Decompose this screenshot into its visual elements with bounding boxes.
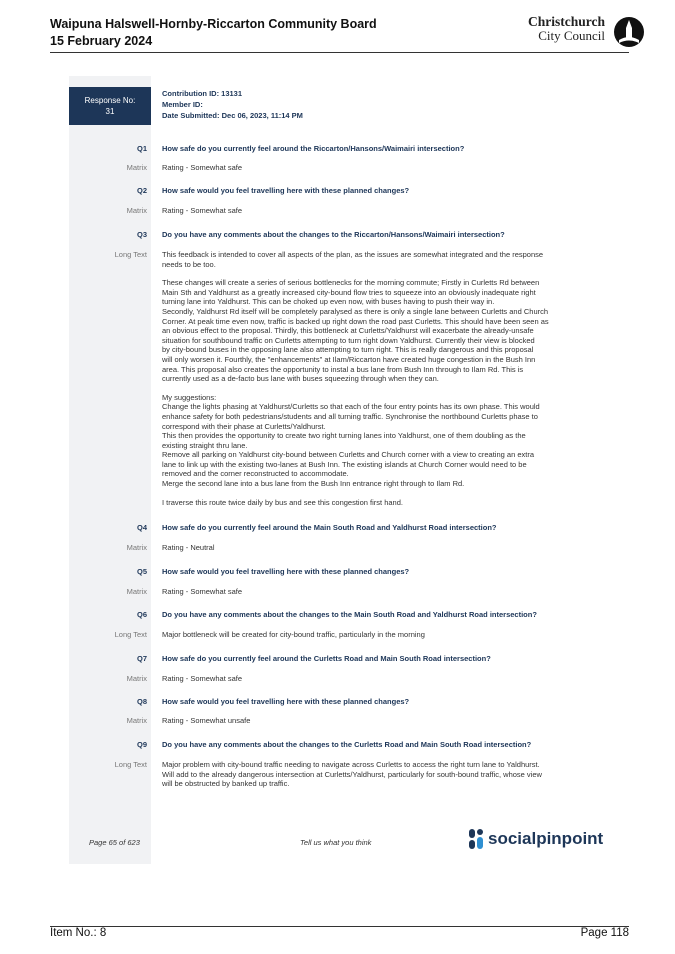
answer-text — [162, 250, 589, 516]
answer-text: Rating - Somewhat safe — [162, 206, 243, 215]
answer-text: Rating - Somewhat unsafe — [162, 716, 251, 725]
answer-type: Matrix — [126, 163, 147, 172]
response-number: 31 — [105, 107, 115, 116]
header-title: Waipuna Halswell-Hornby-Riccarton Community Board — [50, 17, 377, 31]
question-number: Q7 — [136, 654, 147, 663]
answer-text — [162, 760, 589, 798]
answer-type: Matrix — [126, 716, 147, 725]
council-logo — [515, 15, 645, 49]
question-number: Q4 — [136, 523, 147, 532]
question-text: How safe would you feel travelling here with these planned changes? — [162, 697, 410, 706]
answer-text: Rating - Somewhat safe — [162, 163, 243, 172]
response-label: Response No: — [84, 96, 136, 105]
header-date: 15 February 2024 — [50, 34, 153, 48]
question-number: Q9 — [136, 740, 147, 749]
question-number: Q2 — [136, 186, 147, 195]
question-number: Q3 — [136, 230, 147, 239]
logo-line1: Christchurch — [527, 14, 605, 29]
question-number: Q5 — [136, 567, 147, 576]
page-count: Page 65 of 623 — [89, 838, 140, 847]
member-label: Member ID: — [162, 100, 203, 109]
question-text: How safe do you currently feel around the Riccarton/Hansons/Waimairi intersection? — [162, 144, 465, 153]
question-text: How safe would you feel travelling here with these planned changes? — [162, 186, 410, 195]
header-divider — [50, 52, 629, 53]
answer-type: Long Text — [114, 250, 147, 259]
document-header — [50, 16, 377, 50]
christchurch-cathedral-icon — [613, 16, 645, 48]
footer-divider — [50, 926, 629, 927]
logo-line2: City Council — [538, 28, 605, 43]
submission-meta — [162, 88, 303, 121]
question-number: Q6 — [136, 610, 147, 619]
answer-paragraph: Major problem with city-bound traffic needing to navigate across Curletts to access the right turn lane to Yaldhurst. Will add to the already dangerous intersection at Curletts/Yaldhurst, particularly for south-bound traffic, whose view will be obstructed by banked up traffic. — [162, 760, 542, 789]
question-text: Do you have any comments about the changes to the Riccarton/Hansons/Waimairi intersection? — [162, 230, 505, 239]
contribution-id: 13131 — [221, 89, 243, 98]
answer-paragraph: These changes will create a series of serious bottlenecks for the morning commute; Firstly in Curletts Rd between Main Sth and Yaldhurst as a greatly increased city-bound flow tries to squeeze into an obviously inadequate right turning lane into Yaldhurst. This can be choked up even now, with buses having to push their way in. Secondly, Yaldhurst Rd itself will be completely paralysed as there is only a single lane between Curletts and Church Corner. At peak time even now, traffic is backed up right down the road past Curletts. This should have been seen as an obvious effect to the proposal. Thirdly, this bottleneck at Curletts/Yaldhurst will exacerbate the already-unsafe situation for southbound traffic on Curletts attempting to turn right down Yaldhurst. Currently their view is blocked by city-bound buses in the opposing lane also attempting to turn right. This is really dangerous and this proposal will only worsen it. Fourthly, the "enhancements" at Ilam/Riccarton have created huge congestion in the Bush Inn area. This proposal also creates the opportunity to instal a bus lane from Bush Inn through to Ilam Rd. This is currently used as a de-facto bus lane with buses squeezing through when they can. — [162, 278, 549, 384]
question-text: Do you have any comments about the changes to the Curletts Road and Main South Road intersection? — [162, 740, 532, 749]
question-text: How safe do you currently feel around the Curletts Road and Main South Road intersection? — [162, 654, 491, 663]
response-number-badge — [69, 87, 151, 125]
brand-name: socialpinpoint — [488, 829, 604, 848]
footer-tagline: Tell us what you think — [300, 838, 372, 847]
answer-type: Matrix — [126, 543, 147, 552]
date-label: Date Submitted: — [162, 111, 220, 120]
answer-type: Matrix — [126, 674, 147, 683]
answer-type: Matrix — [126, 587, 147, 596]
contribution-label: Contribution ID: — [162, 89, 220, 98]
document-page: Page 118 — [580, 927, 629, 939]
answer-type: Long Text — [114, 760, 147, 769]
answer-paragraph: My suggestions: Change the lights phasing at Yaldhurst/Curletts so that each of the four entry points has its own phase. This would enhance safety for both pedestrians/students and all turning traffic. Synchronise the northbound Curletts phase to correspond with their phase at Curletts/Yaldhurst. This then provides the opportunity to create two right turning lanes into Yaldhurst, one of them doubling as the existing straight thru lane. Remove all parking on Yaldhurst city-bound between Curletts and Church corner with a view to creating an extra lane to link up with the existing two-lanes at Bush Inn. The existing islands at Church Corner would need to be removed and the corner reconstructed to accommodate. Merge the second lane into a bus lane from the Bush Inn entrance right through to Ilam Rd. — [162, 392, 540, 489]
answer-type: Matrix — [126, 206, 147, 215]
answer-paragraph: I traverse this route twice daily by bus and see this congestion first hand. — [162, 497, 403, 507]
answer-paragraph: This feedback is intended to cover all aspects of the plan, as the issues are somewhat integrated and the response needs to be too. — [162, 250, 544, 269]
answer-text: Major bottleneck will be created for city-bound traffic, particularly in the morning — [162, 630, 425, 639]
question-number: Q1 — [136, 144, 147, 153]
question-text: Do you have any comments about the changes to the Main South Road and Yaldhurst Road intersection? — [162, 610, 537, 619]
question-text: How safe do you currently feel around the Main South Road and Yaldhurst Road intersection? — [162, 523, 497, 532]
socialpinpoint-brand — [468, 828, 604, 850]
answer-text: Rating - Somewhat safe — [162, 587, 243, 596]
item-number: Item No.: 8 — [50, 927, 107, 939]
question-number: Q8 — [136, 697, 147, 706]
date-submitted: Dec 06, 2023, 11:14 PM — [221, 111, 303, 120]
answer-text: Rating - Somewhat safe — [162, 674, 243, 683]
answer-type: Long Text — [114, 630, 147, 639]
socialpinpoint-logo-icon — [468, 828, 484, 850]
answer-text: Rating - Neutral — [162, 543, 215, 552]
question-text: How safe would you feel travelling here with these planned changes? — [162, 567, 410, 576]
